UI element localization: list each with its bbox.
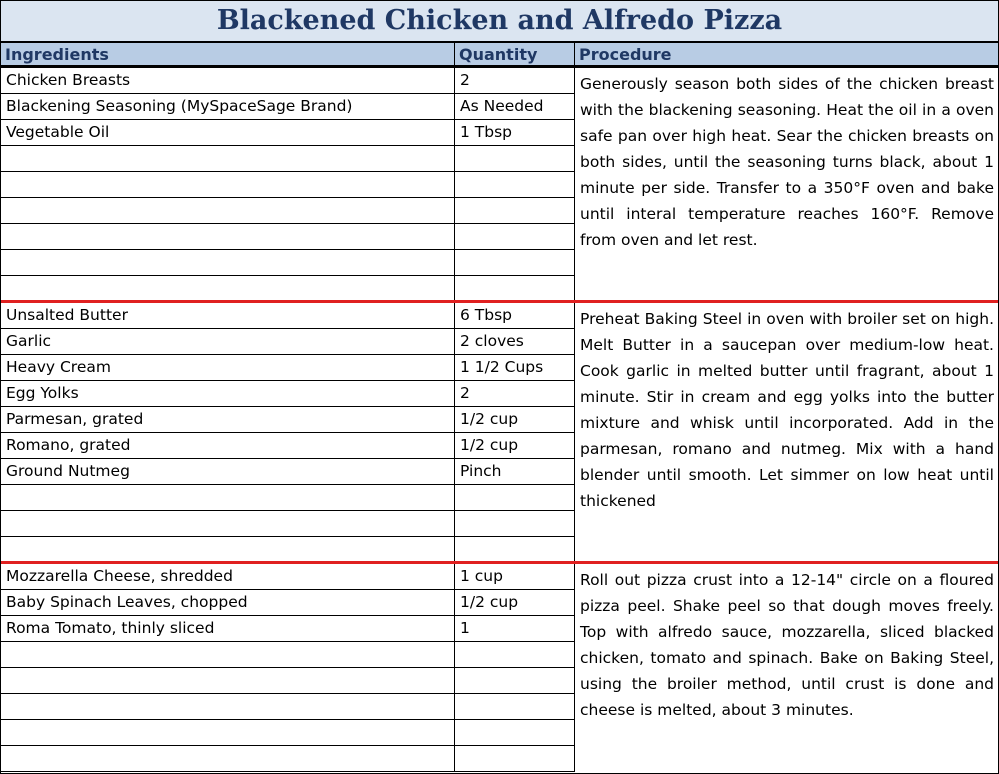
quantity-cell <box>455 485 575 511</box>
quantity-cell: 2 <box>455 68 575 94</box>
ingredient-cell: Roma Tomato, thinly sliced <box>1 616 455 642</box>
ingredient-cell <box>1 172 455 198</box>
quantity-cell: 1/2 cup <box>455 407 575 433</box>
quantity-cell: 1/2 cup <box>455 433 575 459</box>
ingredient-cell: Mozzarella Cheese, shredded <box>1 564 455 590</box>
header-quantity: Quantity <box>455 43 575 68</box>
ingredient-cell: Garlic <box>1 329 455 355</box>
ingredient-cell: Heavy Cream <box>1 355 455 381</box>
quantity-cell <box>455 198 575 224</box>
ingredient-cell: Parmesan, grated <box>1 407 455 433</box>
ingredient-cell <box>1 485 455 511</box>
quantity-cell <box>455 250 575 276</box>
quantity-cell: 2 <box>455 381 575 407</box>
ingredient-cell: Romano, grated <box>1 433 455 459</box>
ingredient-cell: Blackening Seasoning (MySpaceSage Brand) <box>1 94 455 120</box>
quantity-cell: 6 Tbsp <box>455 303 575 329</box>
ingredient-cell <box>1 642 455 668</box>
ingredient-cell: Vegetable Oil <box>1 120 455 146</box>
header-procedure: Procedure <box>575 43 998 68</box>
quantity-cell <box>455 224 575 250</box>
ingredient-cell: Egg Yolks <box>1 381 455 407</box>
recipe-title: Blackened Chicken and Alfredo Pizza <box>1 1 998 43</box>
ingredient-cell <box>1 146 455 172</box>
ingredient-cell <box>1 224 455 250</box>
ingredient-cell <box>1 720 455 746</box>
quantity-cell: 1 cup <box>455 564 575 590</box>
ingredient-cell: Ground Nutmeg <box>1 459 455 485</box>
quantity-cell <box>455 668 575 694</box>
ingredient-cell <box>1 276 455 302</box>
ingredient-cell <box>1 746 455 772</box>
procedure-text: Generously season both sides of the chicken breast with the blackening seasoning. Heat the oil in a oven safe pan over high heat. Sear the chicken breasts on both sides, until the seasoning turns black, about 1 minute per side. Transfer to a 350°F oven and bake until interal temperature reaches 160°F. Remove from oven and let rest. <box>580 75 994 249</box>
quantity-cell: 2 cloves <box>455 329 575 355</box>
ingredient-cell <box>1 537 455 563</box>
ingredient-cell <box>1 198 455 224</box>
quantity-cell <box>455 642 575 668</box>
quantity-cell: Pinch <box>455 459 575 485</box>
quantity-cell: As Needed <box>455 94 575 120</box>
quantity-cell <box>455 537 575 563</box>
ingredient-cell: Baby Spinach Leaves, chopped <box>1 590 455 616</box>
quantity-cell: 1 <box>455 616 575 642</box>
ingredient-cell: Chicken Breasts <box>1 68 455 94</box>
ingredient-cell <box>1 694 455 720</box>
quantity-cell: 1 1/2 Cups <box>455 355 575 381</box>
quantity-cell <box>455 146 575 172</box>
quantity-cell <box>455 720 575 746</box>
ingredient-cell: Unsalted Butter <box>1 303 455 329</box>
procedure-text: Preheat Baking Steel in oven with broiler set on high. Melt Butter in a saucepan over medium-low heat. Cook garlic in melted butter until fragrant, about 1 minute. Stir in cream and egg yolks into the butter mixture and whisk until incorporated. Add in the parmesan, romano and nutmeg. Mix with a hand blender until smooth. Let simmer on low heat until thickened <box>580 310 994 510</box>
procedure-text: Roll out pizza crust into a 12-14" circle on a floured pizza peel. Shake peel so that dough moves freely. Top with alfredo sauce, mozzarella, sliced blacked chicken, tomato and spinach. Bake on Baking Steel, using the broiler method, until crust is done and cheese is melted, about 3 minutes. <box>580 571 994 719</box>
ingredient-cell <box>1 250 455 276</box>
recipe-grid <box>1 68 998 773</box>
ingredient-cell <box>1 511 455 537</box>
quantity-cell <box>455 276 575 302</box>
quantity-cell <box>455 172 575 198</box>
header-ingredients: Ingredients <box>1 43 455 68</box>
quantity-cell <box>455 511 575 537</box>
quantity-cell: 1 Tbsp <box>455 120 575 146</box>
ingredient-cell <box>1 668 455 694</box>
quantity-cell: 1/2 cup <box>455 590 575 616</box>
quantity-cell <box>455 746 575 772</box>
quantity-cell <box>455 694 575 720</box>
